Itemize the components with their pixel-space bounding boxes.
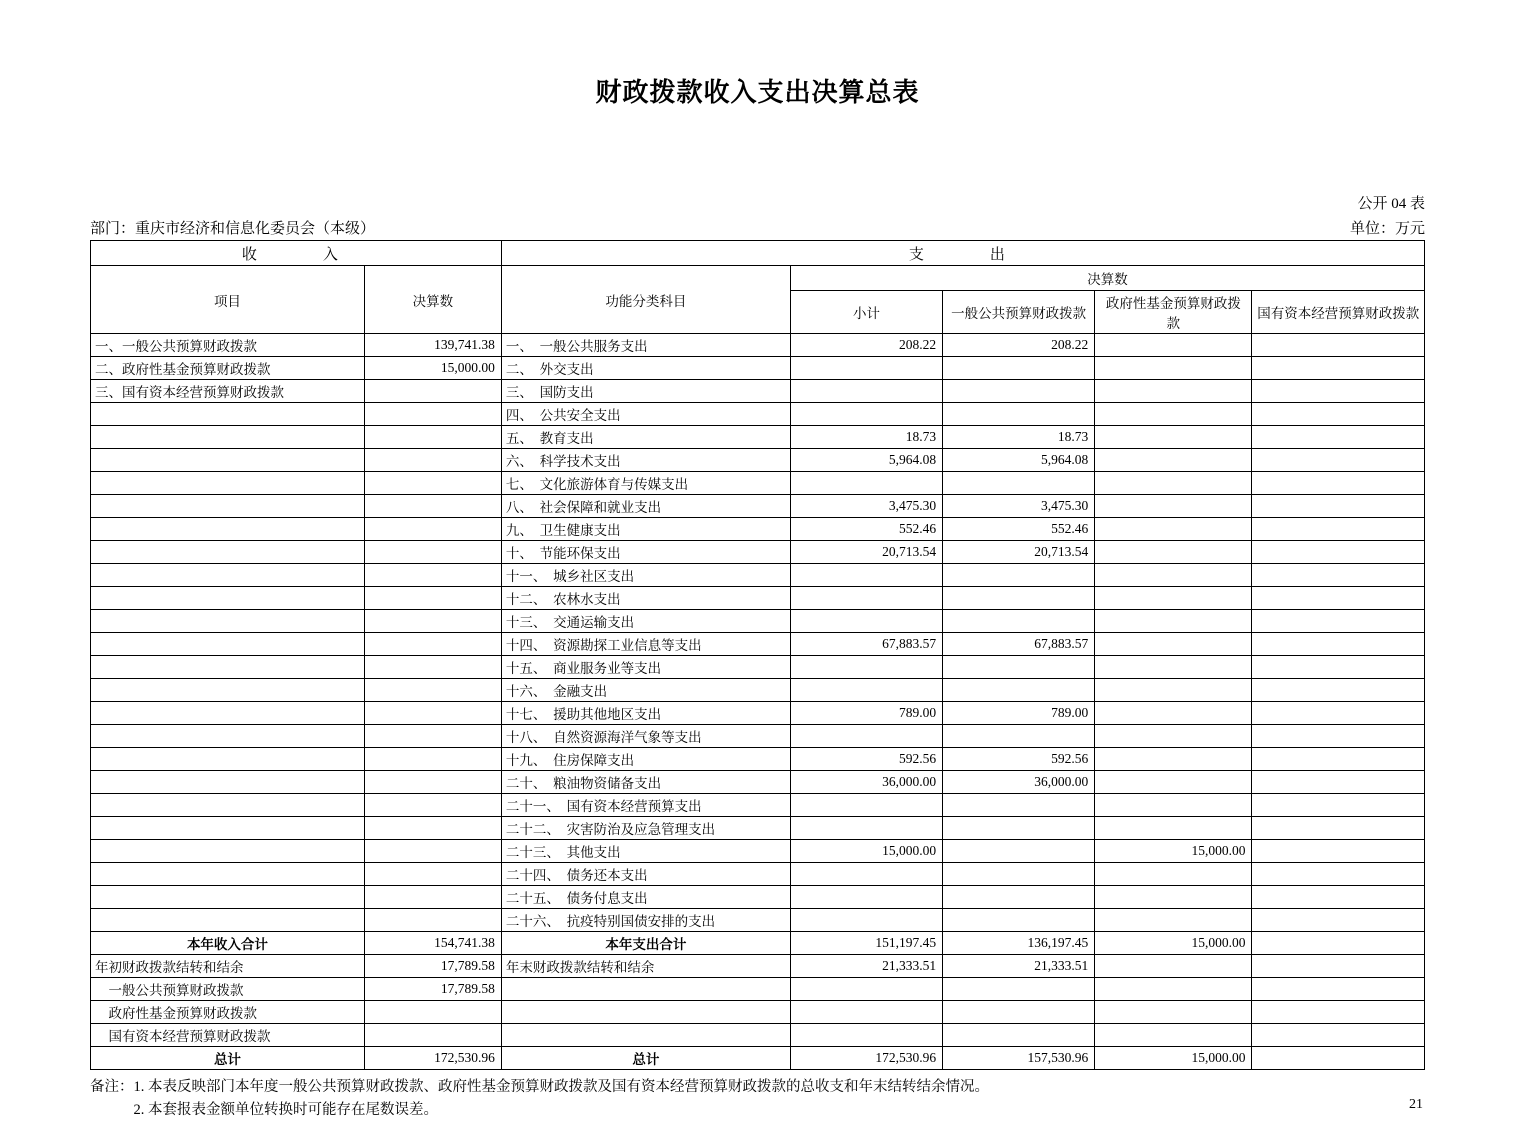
income-item-label [91,426,365,449]
expense-item-label: 十、 节能环保支出 [501,541,790,564]
income-item-label [91,840,365,863]
summary-subtotal [790,1001,942,1024]
expense-gov-fund [1095,817,1252,840]
income-item-label [91,564,365,587]
expense-state-capital [1252,380,1425,403]
expense-gov-fund [1095,702,1252,725]
table-row [91,449,1425,472]
table-row [91,886,1425,909]
expense-state-capital [1252,449,1425,472]
summary-state-capital [1252,1024,1425,1047]
expense-general-public [943,403,1095,426]
expense-subtotal [790,564,942,587]
summary-expense-label: 本年支出合计 [501,932,790,955]
income-item-amount [364,909,501,932]
income-item-amount: 15,000.00 [364,357,501,380]
income-item-label [91,587,365,610]
expense-item-label: 十五、 商业服务业等支出 [501,656,790,679]
table-row [91,357,1425,380]
expense-subtotal: 5,964.08 [790,449,942,472]
expense-gov-fund [1095,771,1252,794]
expense-subtotal [790,587,942,610]
summary-income-label: 总计 [91,1047,365,1070]
expense-gov-fund [1095,794,1252,817]
expense-general-public: 5,964.08 [943,449,1095,472]
expense-gov-fund [1095,909,1252,932]
budget-table [90,240,1425,1070]
expense-gov-fund [1095,748,1252,771]
table-row [91,909,1425,932]
expense-item-label: 九、 卫生健康支出 [501,518,790,541]
summary-state-capital [1252,932,1425,955]
expense-subtotal [790,679,942,702]
expense-item-label: 十九、 住房保障支出 [501,748,790,771]
expense-general-public [943,587,1095,610]
income-item-amount [364,564,501,587]
table-row [91,541,1425,564]
income-item-label: 三、国有资本经营预算财政拨款 [91,380,365,403]
summary-row [91,978,1425,1001]
summary-expense-label [501,1001,790,1024]
income-item-amount [364,656,501,679]
expense-subtotal: 552.46 [790,518,942,541]
summary-expense-label: 总计 [501,1047,790,1070]
table-row [91,403,1425,426]
income-item-amount [364,449,501,472]
expense-subtotal [790,380,942,403]
income-item-amount [364,633,501,656]
header-subtotal: 小计 [790,291,942,334]
expense-state-capital [1252,564,1425,587]
table-row [91,334,1425,357]
expense-general-public: 789.00 [943,702,1095,725]
expense-gov-fund [1095,518,1252,541]
expense-state-capital [1252,587,1425,610]
expense-state-capital [1252,610,1425,633]
header-income-group: 收 入 [91,241,502,266]
income-item-label: 一、一般公共预算财政拨款 [91,334,365,357]
expense-item-label: 一、 一般公共服务支出 [501,334,790,357]
summary-general-public [943,978,1095,1001]
expense-subtotal [790,610,942,633]
income-item-amount [364,403,501,426]
expense-item-label: 三、 国防支出 [501,380,790,403]
expense-gov-fund [1095,426,1252,449]
expense-general-public: 36,000.00 [943,771,1095,794]
table-row [91,380,1425,403]
expense-item-label: 二、 外交支出 [501,357,790,380]
income-item-amount [364,587,501,610]
expense-general-public [943,357,1095,380]
summary-row [91,932,1425,955]
page-number: 21 [1409,1097,1423,1112]
income-item-label [91,472,365,495]
income-item-amount [364,472,501,495]
expense-gov-fund [1095,541,1252,564]
expense-state-capital [1252,886,1425,909]
expense-subtotal: 789.00 [790,702,942,725]
income-item-amount [364,702,501,725]
document-page [0,72,1515,1141]
expense-gov-fund [1095,656,1252,679]
summary-row [91,1047,1425,1070]
expense-state-capital [1252,863,1425,886]
summary-state-capital [1252,1001,1425,1024]
income-item-amount [364,610,501,633]
expense-item-label: 十六、 金融支出 [501,679,790,702]
expense-subtotal [790,794,942,817]
expense-state-capital [1252,702,1425,725]
expense-general-public: 67,883.57 [943,633,1095,656]
header-gov-fund: 政府性基金预算财政拨款 [1095,291,1252,334]
expense-subtotal [790,725,942,748]
summary-income-amount [364,1024,501,1047]
expense-general-public: 208.22 [943,334,1095,357]
income-item-label [91,656,365,679]
expense-state-capital [1252,794,1425,817]
expense-state-capital [1252,518,1425,541]
expense-subtotal [790,357,942,380]
summary-state-capital [1252,1047,1425,1070]
table-row [91,518,1425,541]
income-item-label [91,725,365,748]
income-item-amount [364,541,501,564]
income-item-amount [364,748,501,771]
income-item-label [91,449,365,472]
summary-general-public [943,1001,1095,1024]
expense-state-capital [1252,656,1425,679]
expense-general-public [943,679,1095,702]
expense-item-label: 二十、 粮油物资储备支出 [501,771,790,794]
income-item-amount [364,679,501,702]
summary-state-capital [1252,978,1425,1001]
notes-block [90,1076,989,1122]
expense-gov-fund [1095,679,1252,702]
expense-gov-fund [1095,403,1252,426]
expense-item-label: 十一、 城乡社区支出 [501,564,790,587]
table-row [91,426,1425,449]
summary-income-amount [364,1001,501,1024]
summary-income-amount: 154,741.38 [364,932,501,955]
income-item-amount [364,518,501,541]
expense-state-capital [1252,426,1425,449]
expense-subtotal [790,863,942,886]
expense-gov-fund [1095,610,1252,633]
expense-subtotal: 36,000.00 [790,771,942,794]
expense-general-public [943,863,1095,886]
expense-subtotal: 3,475.30 [790,495,942,518]
table-row [91,840,1425,863]
summary-income-amount: 17,789.58 [364,955,501,978]
summary-income-amount: 17,789.58 [364,978,501,1001]
income-item-label [91,794,365,817]
expense-state-capital [1252,541,1425,564]
expense-gov-fund [1095,472,1252,495]
expense-gov-fund [1095,863,1252,886]
summary-gov-fund [1095,1001,1252,1024]
expense-gov-fund [1095,633,1252,656]
header-function-subject: 功能分类科目 [501,266,790,334]
expense-state-capital [1252,909,1425,932]
summary-gov-fund: 15,000.00 [1095,932,1252,955]
expense-general-public [943,610,1095,633]
expense-state-capital [1252,748,1425,771]
header-state-capital: 国有资本经营预算财政拨款 [1252,291,1425,334]
expense-item-label: 二十二、 灾害防治及应急管理支出 [501,817,790,840]
expense-subtotal [790,403,942,426]
expense-subtotal [790,472,942,495]
unit-line: 单位：万元 [1349,221,1425,237]
summary-subtotal [790,978,942,1001]
summary-expense-label [501,978,790,1001]
expense-state-capital [1252,840,1425,863]
table-row [91,633,1425,656]
table-row [91,863,1425,886]
income-item-label [91,909,365,932]
expense-general-public [943,817,1095,840]
summary-state-capital [1252,955,1425,978]
expense-gov-fund [1095,587,1252,610]
income-item-label [91,817,365,840]
expense-item-label: 十二、 农林水支出 [501,587,790,610]
page-title: 财政拨款收入支出决算总表 [595,78,920,107]
income-item-amount [364,725,501,748]
header-final-amount: 决算数 [790,266,1424,291]
expense-state-capital [1252,633,1425,656]
expense-item-label: 二十六、 抗疫特别国债安排的支出 [501,909,790,932]
expense-item-label: 十八、 自然资源海洋气象等支出 [501,725,790,748]
expense-general-public: 20,713.54 [943,541,1095,564]
table-row [91,656,1425,679]
expense-item-label: 十七、 援助其他地区支出 [501,702,790,725]
income-item-label [91,863,365,886]
expense-subtotal: 20,713.54 [790,541,942,564]
expense-subtotal [790,909,942,932]
expense-state-capital [1252,495,1425,518]
income-item-label [91,886,365,909]
income-item-amount [364,426,501,449]
table-row [91,771,1425,794]
summary-expense-label: 年末财政拨款结转和结余 [501,955,790,978]
sheet-number: 公开 04 表 [1357,196,1425,212]
income-item-amount: 139,741.38 [364,334,501,357]
summary-gov-fund: 15,000.00 [1095,1047,1252,1070]
income-item-label [91,541,365,564]
expense-state-capital [1252,334,1425,357]
expense-item-label: 十四、 资源勘探工业信息等支出 [501,633,790,656]
header-general-public: 一般公共预算财政拨款 [943,291,1095,334]
income-item-amount [364,886,501,909]
note-line: 2. 本套报表金额单位转换时可能存在尾数误差。 [90,1102,438,1119]
table-header-row-1 [91,241,1425,266]
income-item-label: 二、政府性基金预算财政拨款 [91,357,365,380]
expense-item-label: 二十一、 国有资本经营预算支出 [501,794,790,817]
expense-gov-fund [1095,357,1252,380]
expense-general-public [943,472,1095,495]
expense-general-public [943,564,1095,587]
summary-income-label: 年初财政拨款结转和结余 [91,955,365,978]
expense-gov-fund [1095,334,1252,357]
table-row [91,564,1425,587]
header-income-item: 项目 [91,266,365,334]
summary-general-public [943,1024,1095,1047]
expense-state-capital [1252,725,1425,748]
summary-gov-fund [1095,955,1252,978]
expense-general-public [943,794,1095,817]
summary-income-label: 一般公共预算财政拨款 [91,978,365,1001]
expense-subtotal [790,817,942,840]
summary-income-label: 国有资本经营预算财政拨款 [91,1024,365,1047]
table-row [91,472,1425,495]
summary-subtotal: 21,333.51 [790,955,942,978]
income-item-label [91,633,365,656]
summary-expense-label [501,1024,790,1047]
summary-general-public: 21,333.51 [943,955,1095,978]
income-item-amount [364,863,501,886]
summary-income-amount: 172,530.96 [364,1047,501,1070]
expense-general-public [943,840,1095,863]
expense-gov-fund [1095,725,1252,748]
summary-general-public: 136,197.45 [943,932,1095,955]
expense-subtotal: 67,883.57 [790,633,942,656]
expense-item-label: 七、 文化旅游体育与传媒支出 [501,472,790,495]
income-item-label [91,771,365,794]
income-item-amount [364,794,501,817]
expense-gov-fund [1095,449,1252,472]
expense-item-label: 十三、 交通运输支出 [501,610,790,633]
income-item-label [91,518,365,541]
summary-subtotal: 151,197.45 [790,932,942,955]
header-expense-group: 支 出 [501,241,1424,266]
expense-gov-fund [1095,495,1252,518]
expense-general-public: 3,475.30 [943,495,1095,518]
table-row [91,725,1425,748]
expense-general-public [943,380,1095,403]
header-income-amount: 决算数 [364,266,501,334]
table-row [91,587,1425,610]
expense-general-public [943,656,1095,679]
expense-state-capital [1252,403,1425,426]
summary-row [91,1001,1425,1024]
expense-subtotal [790,886,942,909]
expense-general-public: 552.46 [943,518,1095,541]
income-item-label [91,679,365,702]
expense-general-public [943,909,1095,932]
table-row [91,748,1425,771]
expense-gov-fund [1095,886,1252,909]
expense-gov-fund [1095,380,1252,403]
income-item-label [91,495,365,518]
table-row [91,610,1425,633]
expense-general-public [943,725,1095,748]
table-header-row-2 [91,266,1425,291]
expense-state-capital [1252,472,1425,495]
expense-general-public: 18.73 [943,426,1095,449]
summary-row [91,955,1425,978]
income-item-amount [364,817,501,840]
summary-gov-fund [1095,1024,1252,1047]
income-item-amount [364,840,501,863]
expense-item-label: 八、 社会保障和就业支出 [501,495,790,518]
expense-subtotal: 15,000.00 [790,840,942,863]
summary-subtotal [790,1024,942,1047]
expense-item-label: 五、 教育支出 [501,426,790,449]
table-row [91,495,1425,518]
expense-gov-fund: 15,000.00 [1095,840,1252,863]
summary-general-public: 157,530.96 [943,1047,1095,1070]
income-item-amount [364,495,501,518]
income-item-amount [364,771,501,794]
income-item-label [91,702,365,725]
summary-subtotal: 172,530.96 [790,1047,942,1070]
expense-state-capital [1252,357,1425,380]
table-row [91,679,1425,702]
expense-state-capital [1252,679,1425,702]
expense-state-capital [1252,771,1425,794]
expense-general-public: 592.56 [943,748,1095,771]
department-line: 部门：重庆市经济和信息化委员会（本级） [90,221,376,237]
expense-general-public [943,886,1095,909]
summary-row [91,1024,1425,1047]
summary-gov-fund [1095,978,1252,1001]
table-row [91,702,1425,725]
expense-subtotal: 18.73 [790,426,942,449]
income-item-label [91,610,365,633]
income-item-label [91,748,365,771]
expense-item-label: 二十三、 其他支出 [501,840,790,863]
expense-item-label: 二十五、 债务付息支出 [501,886,790,909]
expense-state-capital [1252,817,1425,840]
summary-income-label: 政府性基金预算财政拨款 [91,1001,365,1024]
expense-item-label: 六、 科学技术支出 [501,449,790,472]
expense-item-label: 四、 公共安全支出 [501,403,790,426]
expense-subtotal: 592.56 [790,748,942,771]
note-line: 备注：1. 本表反映部门本年度一般公共预算财政拨款、政府性基金预算财政拨款及国有资本经营预算财政拨款的总收支和年末结转结余情况。 [90,1079,989,1095]
table-row [91,794,1425,817]
income-item-label [91,403,365,426]
expense-item-label: 二十四、 债务还本支出 [501,863,790,886]
summary-income-label: 本年收入合计 [91,932,365,955]
expense-gov-fund [1095,564,1252,587]
expense-subtotal: 208.22 [790,334,942,357]
expense-subtotal [790,656,942,679]
income-item-amount [364,380,501,403]
table-row [91,817,1425,840]
